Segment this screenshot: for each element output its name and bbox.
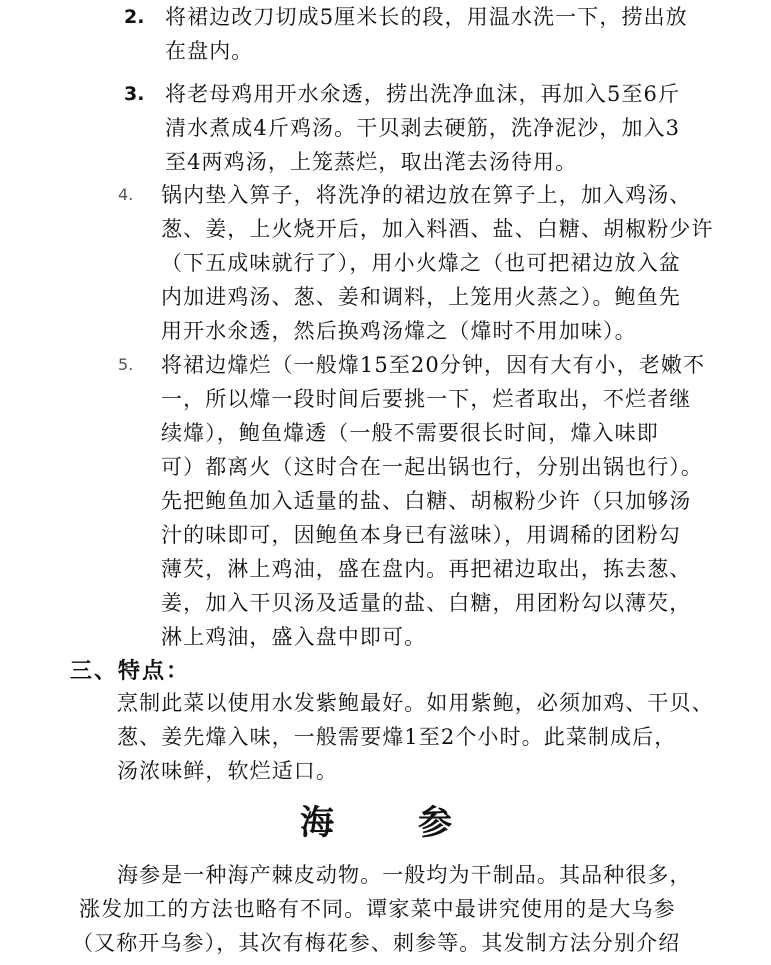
step-2-number: 2.	[124, 6, 145, 28]
step-3-line-1: 将老母鸡用开水氽透，捞出洗净血沫，再加入5至6斤	[165, 82, 681, 106]
step-5-number: 5.	[118, 355, 134, 374]
step-3-line-3: 至4两鸡汤，上笼蒸烂，取出滗去汤待用。	[165, 150, 578, 174]
step-3-line-2: 清水煮成4斤鸡汤。干贝剥去硬筋，洗净泥沙，加入3	[165, 116, 681, 140]
step-2-line-1: 将裙边改刀切成5厘米长的段，用温水洗一下，捞出放	[165, 5, 688, 29]
intro-line-3: （又称开乌参），其次有梅花参、刺参等。其发制方法分别介绍	[72, 931, 681, 955]
step-5-line-9: 淋上鸡油，盛入盘中即可。	[161, 625, 427, 649]
step-4-line-1: 锅内垫入箅子，将洗净的裙边放在箅子上，加入鸡汤、	[161, 183, 692, 207]
step-5-line-4: 可）都离火（这时合在一起出锅也行，分别出锅也行）。	[161, 455, 703, 479]
step-3-number: 3.	[124, 83, 145, 105]
step-4-line-4: 内加进鸡汤、葱、姜和调料，上笼用火蒸之）。鲍鱼先	[161, 285, 681, 309]
step-4-line-3: （下五成味就行了），用小火㸆之（也可把裙边放入盆	[161, 251, 681, 275]
step-5-line-2: 一，所以㸆一段时间后要挑一下，烂者取出，不烂者继	[161, 387, 692, 411]
step-5-line-8: 姜，加入干贝汤及适量的盐、白糖，用团粉勾以薄芡，	[161, 591, 692, 615]
step-2-line-2: 在盘内。	[165, 39, 254, 63]
step-5-line-6: 汁的味即可，因鲍鱼本身已有滋味），用调稀的团粉勾	[161, 523, 681, 547]
step-4-number: 4.	[118, 185, 134, 204]
step-5-line-1: 将裙边㸆烂（一般㸆15至20分钟，因有大有小，老嫩不	[161, 353, 706, 377]
intro-line-1: 海参是一种海产棘皮动物。一般均为干制品。其品种很多，	[117, 863, 692, 887]
step-5-line-7: 薄芡，淋上鸡油，盛在盘内。再把裙边取出，拣去葱、	[161, 557, 692, 581]
step-4-line-5: 用开水氽透，然后换鸡汤㸆之（㸆时不用加味）。	[161, 319, 637, 343]
features-line-3: 汤浓味鲜，软烂适口。	[117, 759, 338, 783]
features-line-2: 葱、姜先㸆入味，一般需要㸆1至2个小时。此菜制成后，	[117, 725, 677, 749]
step-5-line-5: 先把鲍鱼加入适量的盐、白糖、胡椒粉少许（只加够汤	[161, 489, 692, 513]
section-title: 海参	[300, 803, 536, 843]
step-4-line-2: 葱、姜，上火烧开后，加入料酒、盐、白糖、胡椒粉少许	[161, 217, 714, 241]
intro-line-2: 涨发加工的方法也略有不同。谭家菜中最讲究使用的是大乌参	[79, 897, 676, 921]
step-5-line-3: 续㸆），鲍鱼㸆透（一般不需要很长时间，㸆入味即	[161, 421, 659, 445]
features-line-1: 烹制此菜以使用水发紫鲍最好。如用紫鲍，必须加鸡、干贝、	[117, 691, 714, 715]
features-heading: 三、特点：	[70, 658, 191, 684]
